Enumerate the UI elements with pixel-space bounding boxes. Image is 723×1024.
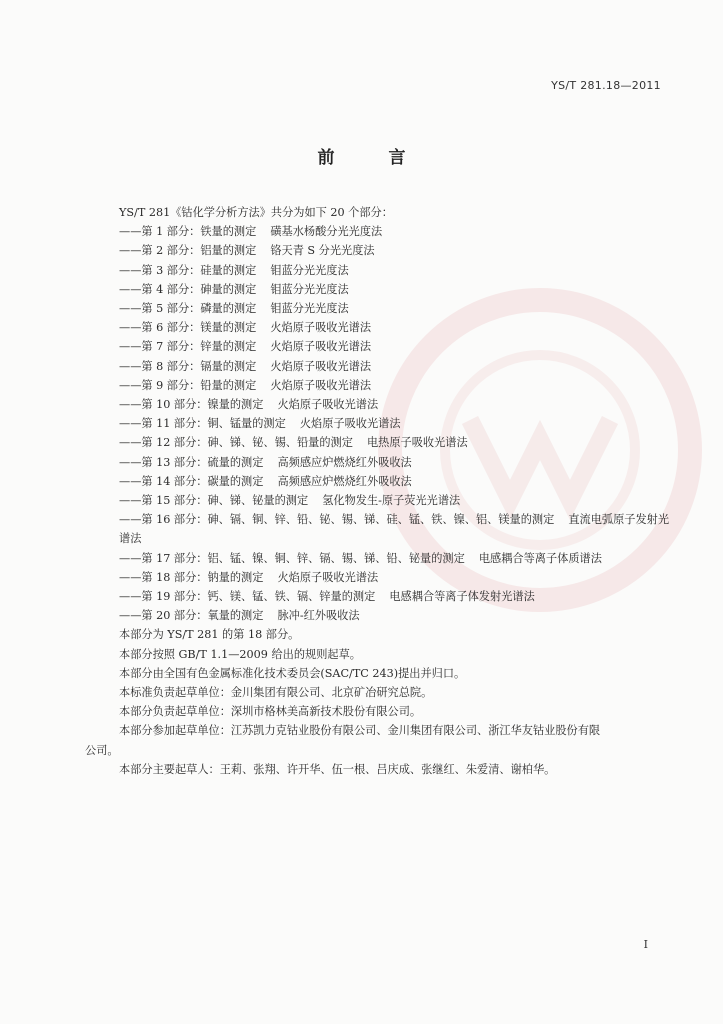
part-subject: 铝、锰、镍、铜、锌、镉、锡、锑、铅、铋量的测定 xyxy=(207,551,465,565)
part-prefix: ——第 12 部分： xyxy=(119,436,208,450)
part-subject: 硅量的测定 xyxy=(200,263,257,277)
part-method: 电感耦合等离子体发射光谱法 xyxy=(389,590,535,604)
part-prefix: ——第 8 部分： xyxy=(119,359,201,373)
part-item xyxy=(95,453,665,472)
part-method: 钼蓝分光光度法 xyxy=(270,302,349,316)
part-prefix: ——第 4 部分： xyxy=(119,282,201,296)
part-method: 钼蓝分光光度法 xyxy=(270,282,349,296)
part-subject: 砷、锑、铋量的测定 xyxy=(207,494,309,508)
part-method: 火焰原子吸收光谱法 xyxy=(270,378,372,392)
part-method: 高频感应炉燃烧红外吸收法 xyxy=(277,455,412,469)
part-subject: 磷量的测定 xyxy=(200,302,257,316)
part-subject: 氧量的测定 xyxy=(207,609,264,623)
part-method: 火焰原子吸收光谱法 xyxy=(299,417,401,431)
part-item xyxy=(95,472,665,491)
part-method: 火焰原子吸收光谱法 xyxy=(270,340,372,354)
part-item-continuation: 谱法 xyxy=(119,532,142,546)
part-subject: 钠量的测定 xyxy=(207,570,264,584)
part-item xyxy=(95,549,665,568)
part-method: 火焰原子吸收光谱法 xyxy=(270,359,372,373)
part-prefix: ——第 16 部分： xyxy=(119,513,208,527)
body-text xyxy=(85,203,670,779)
part-item xyxy=(95,280,665,299)
paragraph-standard-drafter: 本标准负责起草单位：金川集团有限公司、北京矿冶研究总院。 xyxy=(119,686,433,700)
part-subject: 镁量的测定 xyxy=(200,321,257,335)
part-item xyxy=(95,376,665,395)
part-subject: 铜、锰量的测定 xyxy=(207,417,286,431)
part-method: 磺基水杨酸分光光度法 xyxy=(270,225,383,239)
part-item xyxy=(95,318,665,337)
part-subject: 镉量的测定 xyxy=(200,359,257,373)
part-method: 脉冲-红外吸收法 xyxy=(277,609,360,623)
part-method: 火焰原子吸收光谱法 xyxy=(270,321,372,335)
part-method: 电热原子吸收光谱法 xyxy=(366,436,468,450)
part-item xyxy=(95,357,665,376)
part-item xyxy=(95,510,670,529)
part-item xyxy=(95,414,665,433)
part-subject: 砷量的测定 xyxy=(200,282,257,296)
part-prefix: ——第 20 部分： xyxy=(119,609,208,623)
paragraph-authors: 本部分主要起草人：王莉、张翔、许开华、伍一根、吕庆成、张继红、朱爱清、谢柏华。 xyxy=(119,762,556,776)
paragraph-committee: 本部分由全国有色金属标准化技术委员会(SAC/TC 243)提出并归口。 xyxy=(119,666,466,680)
part-prefix: ——第 10 部分： xyxy=(119,398,208,412)
part-prefix: ——第 14 部分： xyxy=(119,474,208,488)
part-item xyxy=(95,395,665,414)
part-prefix: ——第 1 部分： xyxy=(119,225,201,239)
paragraph-drafting-rules: 本部分按照 GB/T 1.1—2009 给出的规则起草。 xyxy=(119,647,361,661)
paragraph-participants: 本部分参加起草单位：江苏凯力克钴业股份有限公司、金川集团有限公司、浙江华友钴业股份有限 xyxy=(119,724,601,738)
standard-code: YS/T 281.18—2011 xyxy=(551,79,661,92)
part-prefix: ——第 13 部分： xyxy=(119,455,208,469)
part-item xyxy=(95,568,665,587)
part-prefix: ——第 3 部分： xyxy=(119,263,201,277)
part-prefix: ——第 15 部分： xyxy=(119,494,208,508)
part-subject: 砷、镉、铜、锌、铅、铋、锡、锑、硅、锰、铁、镍、铝、镁量的测定 xyxy=(207,513,555,527)
part-subject: 铅量的测定 xyxy=(200,378,257,392)
part-method: 直流电弧原子发射光 xyxy=(568,513,670,527)
part-item xyxy=(95,606,665,625)
part-method: 高频感应炉燃烧红外吸收法 xyxy=(277,474,412,488)
part-prefix: ——第 2 部分： xyxy=(119,244,201,258)
part-item xyxy=(95,261,665,280)
part-prefix: ——第 17 部分： xyxy=(119,551,208,565)
paragraph-part-number: 本部分为 YS/T 281 的第 18 部分。 xyxy=(119,628,300,642)
part-item xyxy=(95,433,665,452)
part-prefix: ——第 11 部分： xyxy=(119,417,208,431)
part-item xyxy=(95,241,665,260)
intro-line: YS/T 281《钴化学分析方法》共分为如下 20 个部分： xyxy=(119,206,393,219)
part-subject: 锌量的测定 xyxy=(200,340,257,354)
part-method: 钼蓝分光光度法 xyxy=(270,263,349,277)
part-method: 火焰原子吸收光谱法 xyxy=(277,398,379,412)
part-subject: 碳量的测定 xyxy=(207,474,264,488)
part-method: 氢化物发生-原子荧光光谱法 xyxy=(322,494,461,508)
part-subject: 砷、锑、铋、锡、铅量的测定 xyxy=(207,436,353,450)
part-method: 铬天青 S 分光光度法 xyxy=(270,244,375,258)
page-number: I xyxy=(643,938,648,951)
part-method: 火焰原子吸收光谱法 xyxy=(277,570,379,584)
part-item xyxy=(95,491,665,510)
part-item xyxy=(95,337,665,356)
part-subject: 硫量的测定 xyxy=(207,455,264,469)
part-prefix: ——第 6 部分： xyxy=(119,321,201,335)
part-prefix: ——第 7 部分： xyxy=(119,340,201,354)
part-method: 电感耦合等离子体质谱法 xyxy=(478,551,602,565)
part-subject: 镍量的测定 xyxy=(207,398,264,412)
part-prefix: ——第 19 部分： xyxy=(119,590,208,604)
part-subject: 铝量的测定 xyxy=(200,244,257,258)
paragraph-participants-cont: 公司。 xyxy=(85,743,119,757)
page-title: 前 言 xyxy=(317,148,430,168)
parts-list xyxy=(95,222,670,625)
part-item xyxy=(95,222,665,241)
part-prefix: ——第 18 部分： xyxy=(119,570,208,584)
part-prefix: ——第 9 部分： xyxy=(119,378,201,392)
paragraph-part-drafter: 本部分负责起草单位：深圳市格林美高新技术股份有限公司。 xyxy=(119,705,422,719)
part-item xyxy=(95,299,665,318)
part-subject: 铁量的测定 xyxy=(200,225,257,239)
part-prefix: ——第 5 部分： xyxy=(119,302,201,316)
part-subject: 钙、镁、锰、铁、镉、锌量的测定 xyxy=(207,590,376,604)
part-item xyxy=(95,587,665,606)
